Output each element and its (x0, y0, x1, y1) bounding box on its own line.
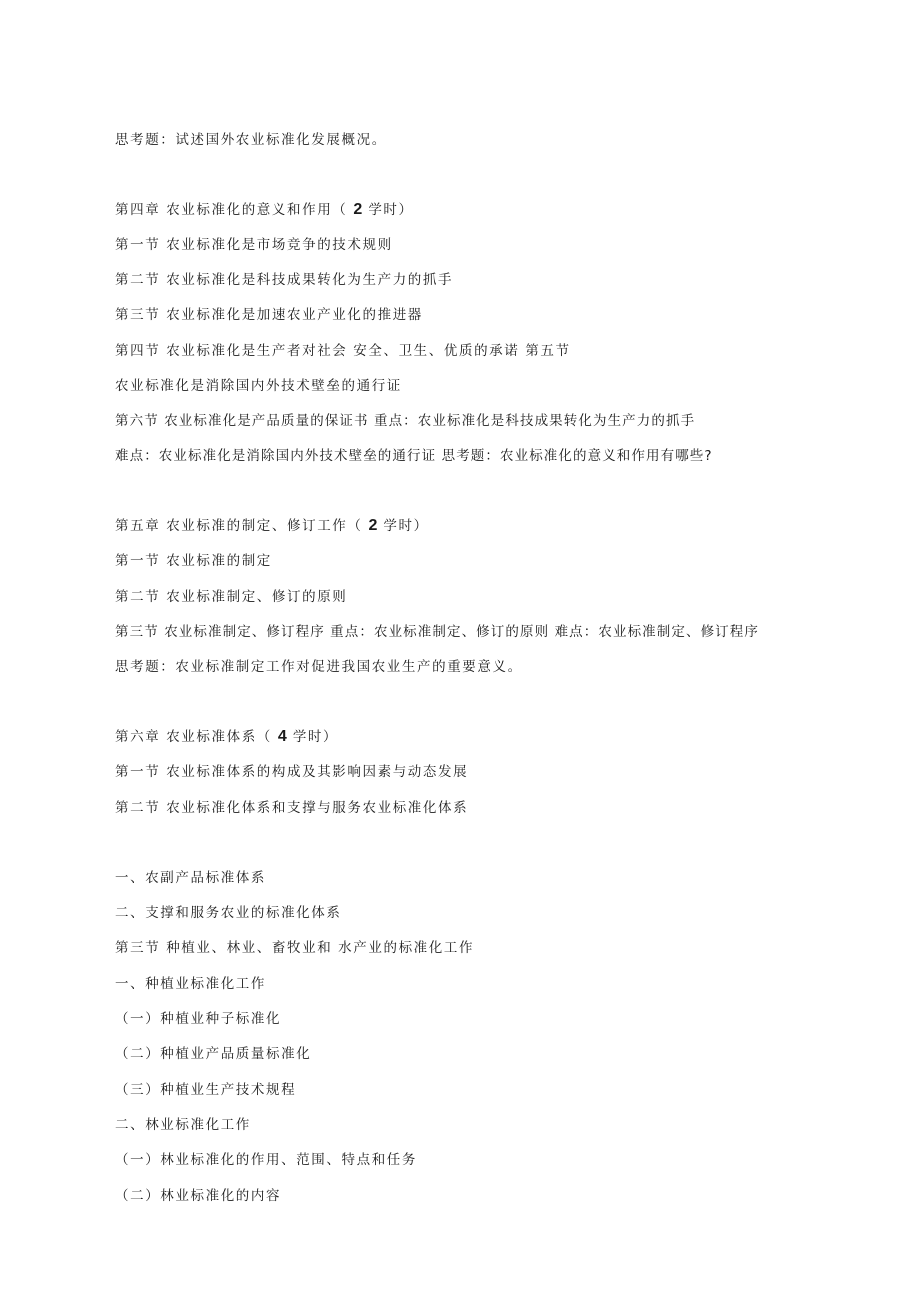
chapter5-title-text: 第五章 农业标准的制定、修订工作（ (115, 518, 363, 534)
chapter3-question: 思考题：试述国外农业标准化发展概况。 (115, 132, 387, 148)
chapter6-section3: 第三节 种植业、林业、畜牧业和 水产业的标准化工作 (115, 940, 475, 956)
chapter4-section5: 农业标准化是消除国内外技术壁垒的通行证 (115, 378, 402, 394)
list-item-1: 一、农副产品标准体系 (115, 870, 266, 886)
chapter5-section3-keypoints: 第三节 农业标准制定、修订程序 重点：农业标准制定、修订的原则 难点：农业标准制定、修订程序 (115, 624, 759, 640)
chapter6-section2: 第二节 农业标准化体系和支撑与服务农业标准化体系 (115, 800, 469, 816)
chapter4-title (115, 200, 414, 220)
forestry-item-1: （一）林业标准化的作用、范围、特点和任务 (115, 1152, 417, 1168)
planting-item-1: （一）种植业种子标准化 (115, 1011, 282, 1027)
planting-heading: 一、种植业标准化工作 (115, 976, 266, 992)
chapter5-hours: 2 (368, 517, 378, 534)
chapter4-difficulty-question: 难点：农业标准化是消除国内外技术壁垒的通行证 思考题：农业标准化的意义和作用有哪些? (115, 448, 713, 464)
forestry-heading: 二、林业标准化工作 (115, 1117, 251, 1133)
chapter4-title-text: 第四章 农业标准化的意义和作用（ (115, 202, 348, 218)
chapter5-title (115, 516, 429, 536)
chapter4-section6-keypoint: 第六节 农业标准化是产品质量的保证书 重点：农业标准化是科技成果转化为生产力的抓手 (115, 413, 696, 429)
chapter5-section2: 第二节 农业标准制定、修订的原则 (115, 589, 348, 605)
chapter4-section1: 第一节 农业标准化是市场竞争的技术规则 (115, 237, 393, 253)
planting-item-3: （三）种植业生产技术规程 (115, 1082, 297, 1098)
chapter5-section1: 第一节 农业标准的制定 (115, 553, 272, 569)
chapter6-section1: 第一节 农业标准体系的构成及其影响因素与动态发展 (115, 764, 469, 780)
chapter4-section2: 第二节 农业标准化是科技成果转化为生产力的抓手 (115, 272, 454, 288)
forestry-item-2: （二）林业标准化的内容 (115, 1188, 282, 1204)
planting-item-2: （二）种植业产品质量标准化 (115, 1046, 312, 1062)
chapter4-hours: 2 (353, 201, 363, 218)
chapter5-question: 思考题：农业标准制定工作对促进我国农业生产的重要意义。 (115, 659, 523, 675)
chapter4-section3: 第三节 农业标准化是加速农业产业化的推进器 (115, 307, 423, 323)
chapter6-hours-unit: 学时） (292, 729, 339, 745)
chapter6-title-text: 第六章 农业标准体系（ (115, 729, 272, 745)
chapter6-hours: 4 (277, 728, 287, 745)
chapter4-hours-unit: 学时） (368, 202, 414, 218)
list-item-2: 二、支撑和服务农业的标准化体系 (115, 905, 342, 921)
chapter4-section4: 第四节 农业标准化是生产者对社会 安全、卫生、优质的承诺 第五节 (115, 343, 571, 359)
chapter5-hours-unit: 学时） (383, 518, 429, 534)
chapter6-title (115, 727, 338, 747)
